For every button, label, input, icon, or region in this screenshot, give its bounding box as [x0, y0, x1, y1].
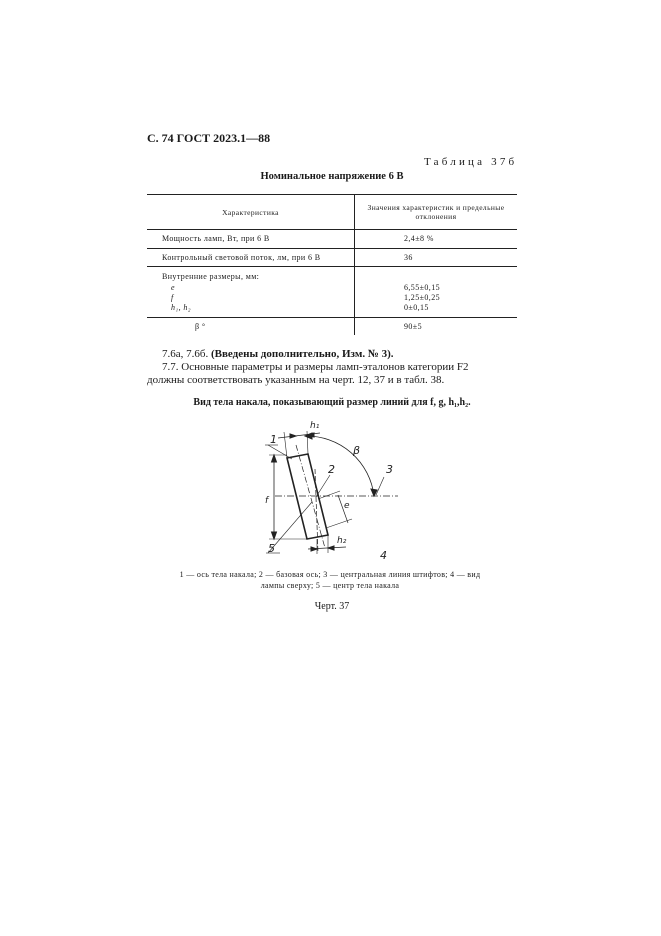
label-1: 1	[270, 433, 277, 446]
label-5: 5	[268, 542, 275, 555]
table-top-rule	[147, 194, 517, 195]
h1-ext	[284, 432, 287, 458]
table-row-label: Контрольный световой поток, лм, при 6 В	[162, 253, 321, 262]
amendment-clauses: 7.6а, 7.6б.	[162, 348, 211, 360]
drawing-number: Черт. 37	[314, 601, 350, 612]
table-row-label: Внутренние размеры, мм:	[162, 272, 260, 281]
table-subrow-label: f	[171, 293, 174, 302]
table-row-label: β °	[195, 322, 206, 331]
label-h2: h₂	[337, 536, 347, 546]
figure-legend-line2: лампы сверху; 5 — центр тела накала	[260, 581, 400, 590]
table-col2-header-line1: Значения характеристик и предельные	[367, 203, 505, 212]
label-2: 2	[328, 463, 335, 476]
label-f: f	[265, 496, 269, 506]
filament-body	[287, 454, 328, 539]
table-subrow-value: 6,55±0,15	[404, 283, 440, 292]
arrow	[272, 455, 277, 462]
arrow	[328, 546, 334, 550]
table-row-value: 36	[404, 253, 413, 262]
label-3: 3	[386, 463, 393, 476]
e-ext	[326, 519, 352, 528]
table-col2-header	[355, 203, 517, 221]
table-subrow-label: h₁, h₂	[171, 303, 191, 312]
leader-1	[268, 445, 292, 459]
table-header-rule	[147, 229, 517, 230]
e-ext	[318, 491, 340, 499]
table-number: Таблица 37б	[424, 156, 518, 168]
filament-drawing	[250, 415, 420, 565]
table-row-rule	[147, 266, 517, 267]
arrow	[305, 433, 312, 439]
filament-axis	[296, 445, 325, 548]
label-h1: h₁	[310, 421, 320, 431]
arrow	[311, 547, 317, 551]
amendment-text: (Введены дополнительно, Изм. № 3).	[210, 348, 394, 360]
clause-7-7-line1: 7.7. Основные параметры и размеры ламп-эталонов категории F2	[162, 361, 469, 373]
clause-7-7-line2: должны соответствовать указанным на черт. 12, 37 и в табл. 38.	[147, 374, 445, 386]
figure-caption: Вид тела накала, показывающий размер линий для f, g, h₁,h₂.	[193, 397, 471, 408]
figure-legend-line1: 1 — ось тела накала; 2 — базовая ось; 3 — центральная линия штифтов; 4 — вид	[179, 570, 481, 579]
label-4: 4	[380, 549, 387, 562]
figure-legend	[155, 569, 505, 591]
arrow	[290, 434, 296, 438]
table-subrow-value: 1,25±0,25	[404, 293, 440, 302]
table-col2-header-line2: отклонения	[415, 212, 457, 221]
table-subrow-value: 0±0,15	[404, 303, 429, 312]
amendment-note	[162, 348, 394, 361]
table-row-label: Мощность ламп, Вт, при 6 В	[162, 234, 270, 243]
label-e: e	[344, 501, 350, 511]
table-row-value: 90±5	[404, 322, 422, 331]
table-row-rule	[147, 317, 517, 318]
table-row-value: 2,4±8 %	[404, 234, 434, 243]
clause-7-7	[147, 361, 517, 387]
table-subrow-label: e	[171, 283, 175, 292]
page-header: С. 74 ГОСТ 2023.1—88	[147, 131, 271, 145]
leader-3	[376, 477, 384, 495]
arrow	[272, 532, 277, 539]
label-beta: β	[353, 444, 361, 457]
table-col1-header: Характеристика	[222, 208, 279, 217]
table-row-rule	[147, 248, 517, 249]
leader-2	[316, 475, 330, 497]
table-title: Номинальное напряжение 6 В	[260, 171, 404, 182]
